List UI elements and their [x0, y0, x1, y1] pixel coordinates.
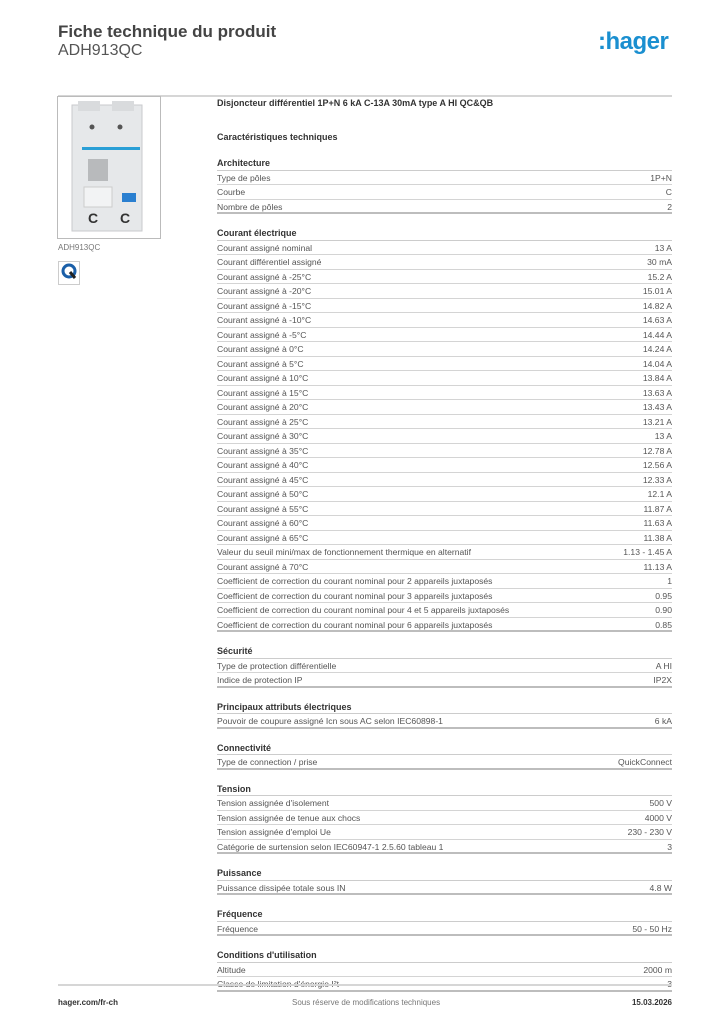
row-value: 2000 m	[643, 964, 672, 975]
row-label: Fréquence	[217, 923, 259, 934]
svg-text:C: C	[88, 210, 99, 226]
table-row	[217, 185, 672, 200]
table-row	[217, 171, 672, 186]
row-value: 1P+N	[650, 172, 672, 183]
row-value: 1	[667, 576, 672, 586]
table-row	[217, 714, 672, 729]
row-label: Type de pôles	[217, 172, 271, 183]
row-label: Courant assigné à 5°C	[217, 358, 304, 369]
row-label: Catégorie de surtension selon IEC60947-1 2.5.60 tableau 1	[217, 841, 444, 852]
section	[217, 156, 672, 214]
row-value: 500 V	[649, 798, 672, 808]
row-value: 12.78 A	[642, 445, 672, 456]
row-label: Altitude	[217, 964, 246, 975]
section	[217, 782, 672, 855]
row-value: 4.8 W	[649, 882, 672, 893]
row-label: Courant assigné à 45°C	[217, 474, 309, 485]
section-title: Principaux attributs électriques	[217, 700, 672, 715]
table-row	[217, 755, 672, 770]
footer-website[interactable]: hager.com/fr-ch	[58, 998, 119, 1007]
row-label: Courant assigné à 50°C	[217, 489, 309, 499]
table-row	[217, 444, 672, 459]
table-row	[217, 371, 672, 386]
row-label: Courant assigné à 60°C	[217, 518, 309, 528]
section	[217, 226, 672, 632]
section-title: Connectivité	[217, 741, 672, 756]
table-row	[217, 922, 672, 937]
row-value: 13.84 A	[642, 373, 672, 383]
row-value: 0.90	[655, 605, 672, 615]
table-row	[217, 963, 672, 978]
row-label: Courant assigné à 30°C	[217, 431, 309, 441]
row-value: 14.63 A	[642, 315, 672, 325]
table-row	[217, 589, 672, 604]
page-title: Fiche technique du produit	[58, 22, 277, 41]
table-row	[217, 881, 672, 896]
row-label: Tension assignée d'emploi Ue	[217, 827, 331, 837]
row-value: 230 - 230 V	[627, 827, 672, 837]
characteristics	[217, 96, 672, 992]
table-row	[217, 473, 672, 488]
table-row	[217, 200, 672, 215]
image-caption: ADH913QC	[58, 243, 101, 252]
product-image	[57, 96, 161, 239]
row-value: 11.63 A	[643, 518, 672, 528]
table-row	[217, 487, 672, 502]
section	[217, 866, 672, 895]
svg-text:C: C	[120, 210, 131, 226]
row-value: 13.43 A	[642, 402, 672, 412]
row-label: Courant assigné à 70°C	[217, 561, 309, 572]
row-label: Coefficient de correction du courant nominal pour 2 appareils juxtaposés	[217, 576, 493, 586]
row-label: Courant assigné à 25°C	[217, 416, 309, 427]
row-value: A HI	[655, 660, 672, 671]
row-value: 30 mA	[647, 257, 672, 267]
row-value: 4000 V	[644, 812, 672, 823]
row-label: Courbe	[217, 187, 246, 197]
row-label: Courant assigné à 20°C	[217, 402, 309, 412]
table-row	[217, 840, 672, 855]
table-row	[217, 603, 672, 618]
section-title: Courant électrique	[217, 226, 672, 241]
section-title: Sécurité	[217, 644, 672, 659]
row-label: Indice de protection IP	[217, 675, 303, 685]
row-label: Valeur du seuil mini/max de fonctionnement thermique en alternatif	[217, 547, 471, 557]
row-value: 14.82 A	[642, 300, 672, 311]
row-label: Type de protection différentielle	[217, 660, 337, 671]
table-row	[217, 502, 672, 517]
row-label: Courant assigné à 10°C	[217, 373, 309, 383]
table-row	[217, 357, 672, 372]
table-row	[217, 429, 672, 444]
section-title: Fréquence	[217, 907, 672, 922]
row-label: Courant assigné à -15°C	[217, 300, 312, 311]
section	[217, 741, 672, 770]
table-row	[217, 386, 672, 401]
footer-divider	[58, 984, 672, 986]
row-value: 14.04 A	[642, 358, 672, 369]
row-value: 15.2 A	[647, 271, 672, 282]
row-label: Courant assigné à 40°C	[217, 460, 309, 470]
row-value: 11.87 A	[643, 503, 672, 514]
row-label: Courant assigné à 65°C	[217, 532, 309, 543]
row-value: 2	[667, 201, 672, 212]
row-label: Courant assigné nominal	[217, 242, 313, 253]
row-value: 11.38 A	[643, 532, 672, 543]
table-row	[217, 796, 672, 811]
row-label: Courant assigné à -20°C	[217, 286, 312, 296]
table-row	[217, 400, 672, 415]
table-row	[217, 342, 672, 357]
table-row	[217, 560, 672, 575]
row-value: 1.13 - 1.45 A	[623, 547, 672, 557]
section-title: Tension	[217, 782, 672, 797]
section-title: Conditions d'utilisation	[217, 948, 672, 963]
table-row	[217, 458, 672, 473]
table-row	[217, 545, 672, 560]
row-label: Puissance dissipée totale sous IN	[217, 882, 346, 893]
row-value: QuickConnect	[618, 757, 672, 767]
row-label: Coefficient de correction du courant nominal pour 3 appareils juxtaposés	[217, 590, 493, 601]
row-label: Tension assignée de tenue aux chocs	[217, 812, 361, 823]
row-value: 3	[667, 841, 672, 852]
row-label: Courant assigné à 35°C	[217, 445, 309, 456]
row-value: 14.44 A	[642, 329, 672, 340]
row-value: 12.56 A	[642, 460, 672, 470]
table-row	[217, 299, 672, 314]
row-value: 0.85	[655, 619, 672, 630]
table-row	[217, 673, 672, 688]
table-row	[217, 415, 672, 430]
table-row	[217, 255, 672, 270]
section	[217, 700, 672, 729]
footer-date: 15.03.2026	[631, 998, 672, 1007]
table-row	[217, 618, 672, 633]
table-row	[217, 531, 672, 546]
row-label: Courant assigné à 15°C	[217, 387, 309, 398]
row-label: Type de connection / prise	[217, 757, 318, 767]
section	[217, 907, 672, 936]
row-value: 50 - 50 Hz	[632, 923, 672, 934]
quickconnect-icon	[58, 261, 80, 285]
row-label: Tension assignée d'isolement	[217, 798, 329, 808]
product-description: Disjoncteur différentiel 1P+N 6 kA C-13A 30mA type A HI QC&QB	[217, 98, 494, 108]
table-row	[217, 241, 672, 256]
row-value: 12.33 A	[642, 474, 672, 485]
table-row	[217, 284, 672, 299]
section	[217, 644, 672, 688]
row-value: 13.21 A	[642, 416, 672, 427]
row-value: 6 kA	[654, 716, 672, 726]
row-label: Pouvoir de coupure assigné Icn sous AC selon IEC60898-1	[217, 716, 443, 726]
row-label: Courant assigné à 0°C	[217, 344, 304, 354]
row-value: 13.63 A	[642, 387, 672, 398]
section-title: Architecture	[217, 156, 672, 171]
row-label: Courant différentiel assigné	[217, 257, 322, 267]
row-label: Coefficient de correction du courant nominal pour 6 appareils juxtaposés	[217, 619, 493, 630]
row-value: 12.1 A	[647, 489, 672, 499]
table-row	[217, 659, 672, 674]
table-row	[217, 516, 672, 531]
footer-disclaimer: Sous réserve de modifications techniques	[292, 998, 441, 1007]
row-value: 14.24 A	[642, 344, 672, 354]
characteristics-title: Caractéristiques techniques	[217, 132, 338, 142]
table-row	[217, 328, 672, 343]
table-row	[217, 313, 672, 328]
row-value: 0.95	[655, 590, 672, 601]
row-label: Coefficient de correction du courant nominal pour 4 et 5 appareils juxtaposés	[217, 605, 510, 615]
row-value: 11.13 A	[643, 561, 672, 572]
row-value: IP2X	[653, 675, 672, 685]
row-value: 15.01 A	[642, 286, 672, 296]
table-row	[217, 574, 672, 589]
section-title: Puissance	[217, 866, 672, 881]
product-reference: ADH913QC	[58, 42, 143, 59]
row-label: Courant assigné à 55°C	[217, 503, 309, 514]
row-value: 13 A	[654, 242, 672, 253]
row-label: Courant assigné à -25°C	[217, 271, 312, 282]
row-value: C	[665, 187, 672, 197]
row-value: 13 A	[654, 431, 672, 441]
hager-logo: :hager	[598, 28, 669, 55]
row-label: Courant assigné à -10°C	[217, 315, 312, 325]
row-label: Nombre de pôles	[217, 201, 283, 212]
table-row	[217, 825, 672, 840]
row-label: Courant assigné à -5°C	[217, 329, 307, 340]
table-row	[217, 811, 672, 826]
table-row	[217, 270, 672, 285]
